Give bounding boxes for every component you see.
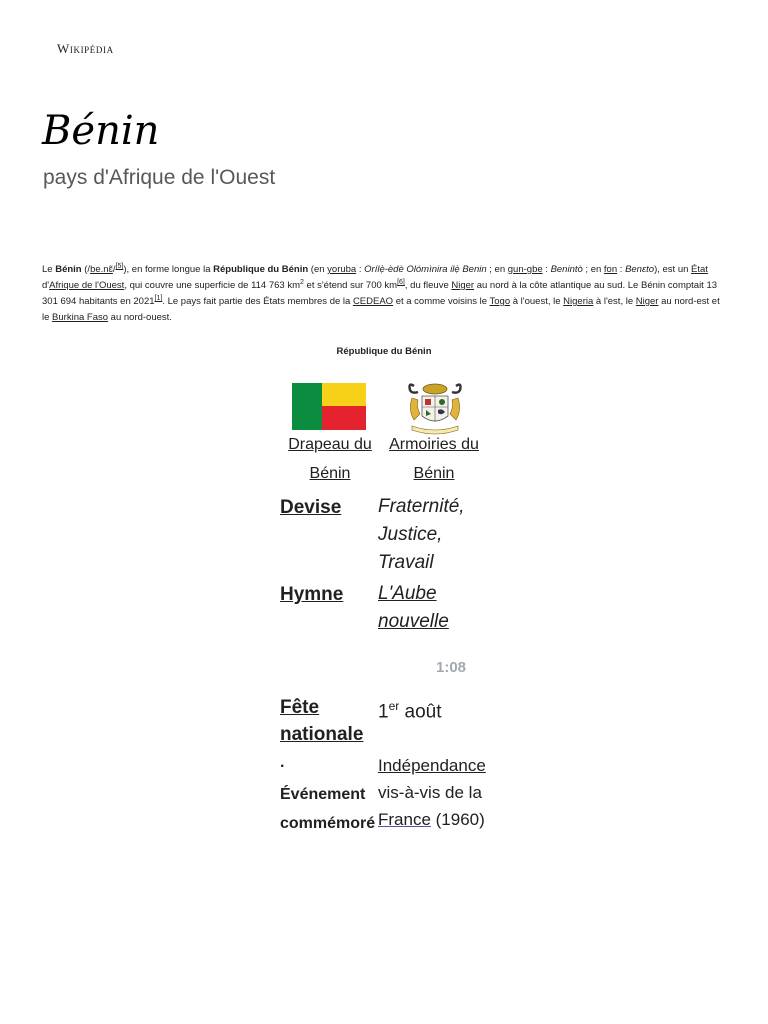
fon-link[interactable]: fon [603,264,618,275]
yoruba-link[interactable]: yoruba [327,264,357,275]
commemore-label: commémoré [280,815,376,832]
fete-nationale-label[interactable]: Fête nationale [280,697,364,745]
gungbe-link[interactable]: gun-gbe [507,264,543,275]
hymne-value-link[interactable]: L'Aube nouvelle [378,583,449,632]
togo-link[interactable]: Togo [489,296,511,307]
independance-link[interactable]: Indépendance [378,756,486,775]
lead-paragraph: Le Bénin (/be.nɛ̃/[5]), en forme longue la République du Bénin (en yoruba : Orílẹ̀-èdè Olómìnira ilẹ̀ Benin ; en gun-gbe : Benintò ; en fon : Benɛto), est un État d'Afrique de l'Ouest, qui couvre une superficie de 114 763 $km^2$ et s'étend sur 700 km[6], du fleuve Niger au nord à la côte atlantique au sud. Le Bénin comptait 13 301 694 habitants en 2021[1]. Le pays fait partie des États membres de la CEDEAO et a comme voisins le Togo à l'ouest, le Nigeria à l'est, le Niger au nord-est et le Burkina Faso au nord-ouest. [42,262,720,323]
fete-nationale-value: 1er août [378,699,442,723]
evenement-bullet: · [280,758,286,775]
cedeao-link[interactable]: CEDEAO [352,296,394,307]
flag-caption-link[interactable]: Drapeau du Bénin [288,436,372,482]
ref-1-link[interactable]: [1] [154,294,163,302]
event-country-year: France (1960) [378,810,485,829]
benin-flag-image[interactable] [292,383,366,430]
etat-link[interactable]: État [691,264,708,275]
burkina-faso-link[interactable]: Burkina Faso [52,312,109,323]
afrique-ouest-link[interactable]: Afrique de l'Ouest [49,280,125,291]
ref-6-link[interactable]: [6] [397,278,405,286]
france-link[interactable]: France [378,810,431,829]
niger-country-link[interactable]: Niger [635,296,659,307]
niger-river-link[interactable]: Niger [451,280,475,291]
page-title: Bénin [42,108,160,154]
coat-of-arms-image[interactable] [404,380,466,436]
coa-caption-link[interactable]: Armoiries du Bénin [389,436,479,482]
evenement-label: Événement [280,786,366,803]
hymne-value [378,580,478,636]
ipa-link[interactable]: be.nɛ̃ [90,264,113,275]
hymne-label-link[interactable]: Hymne [280,584,344,605]
page-subtitle: pays d'Afrique de l'Ouest [43,166,276,189]
infobox-caption: République du Bénin [336,346,432,357]
ref-5-link[interactable]: [5] [115,262,124,270]
devise-value: Fraternité, Justice, Travail [378,496,465,573]
nigeria-link[interactable]: Nigeria [563,296,594,307]
devise-label-link[interactable]: Devise [280,497,342,518]
wikipedia-wordmark[interactable]: Wikipédia [57,41,114,56]
audio-player-duration[interactable]: 1:08 [436,659,467,676]
event-text: vis-à-vis de la [378,783,482,802]
